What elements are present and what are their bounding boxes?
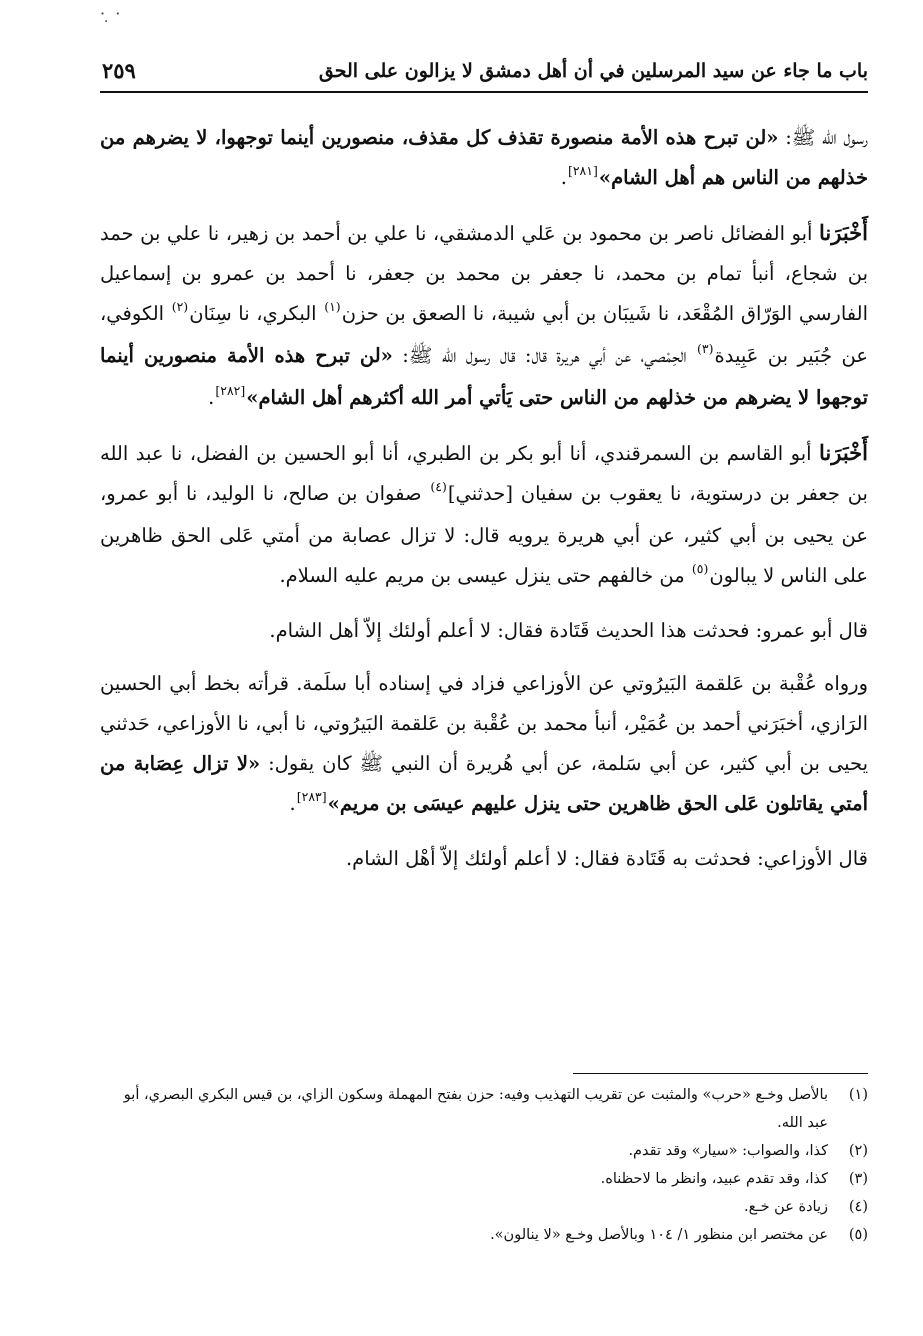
footnote-text: كذا، والصواب: «سيار» وقد تقدم. bbox=[628, 1143, 828, 1159]
footnote-ref: (٥) bbox=[691, 561, 709, 576]
footnote-item bbox=[100, 1081, 868, 1137]
text-segment: ورواه عُقْبة بن عَلقمة البَيرُوتي عن الأوزاعي فزاد في إسناده أبا سلَمة. قرأته بخط أبي الحسين الرَازي، أخبَرَني أحمد بن عُمَيْر، أنبأ محمد بن عُقْبة بن عَلقمة البَيرُوتي، نا أبي، نا الأوزاعي، حَدثني يحيى بن أبي كثير، عن أبي سَلمة، عن أبي هُريرة أن النبي ﷺ كان يقول: bbox=[100, 672, 869, 775]
text-segment: من خالفهم حتى ينزل عيسى بن مريم عليه السلام. bbox=[279, 564, 691, 587]
footnote-number: (٣) bbox=[848, 1171, 868, 1187]
footnote-text: عن مختصر ابن منظور ١/ ١٠٤ وبالأصل وخـع «لا ينالون». bbox=[490, 1227, 828, 1243]
footnote-ref: (٤) bbox=[430, 479, 447, 494]
footnote-ref: (٣) bbox=[697, 341, 714, 356]
footnote-item bbox=[100, 1193, 868, 1221]
paragraph bbox=[100, 664, 868, 826]
paragraph bbox=[100, 118, 868, 200]
footnotes bbox=[100, 1081, 868, 1249]
text-segment: الحِمْصي، عن أبي هريرة قال: قال رسول الله ﷺ: bbox=[392, 344, 696, 367]
running-header bbox=[100, 56, 868, 90]
paragraph bbox=[100, 433, 868, 598]
hadith-quote: «لن تبرح هذه الأمة منصورة تقذف كل مقذف، منصورين أينما توجهوا، لا يضرهم من خذلهم من الناس هم أهل الشام» bbox=[100, 126, 868, 189]
footnote-ref: [٢٨٣] bbox=[296, 789, 327, 804]
paragraph-lead-word: أَخْبَرَنا bbox=[819, 220, 868, 245]
paragraph-lead-word: أَخْبَرَنا bbox=[819, 440, 868, 465]
footnote-ref: (٢) bbox=[171, 299, 189, 314]
page-number: ٢٥٩ bbox=[102, 58, 136, 83]
text-segment: . bbox=[289, 792, 296, 815]
text-segment: أبو القاسم بن السمرقندي، أنا أبو بكر بن الطبري، أنا أبو الحسين بن الفضل، نا عبد الله بن جعفر بن درستوية، نا يعقوب بن سفيان [حدثني] bbox=[100, 442, 868, 505]
chapter-title: باب ما جاء عن سيد المرسلين في أن أهل دمشق لا يزالون على الحق bbox=[318, 60, 868, 82]
footnote-text: بالأصل وخـع «حرب» والمثبت عن تقريب التهذيب وفيه: حزن بفتح المهملة وسكون الزاي، بن قيس البكري البصري، أبو عبد الله. bbox=[123, 1087, 828, 1131]
text-segment: قال الأوزاعي: فحدثت به قَتَادة فقال: لا أعلم أولئك إلاّ أهْل الشام. bbox=[345, 847, 868, 870]
footnote-number: (٥) bbox=[848, 1227, 868, 1243]
footnote-ref: (١) bbox=[324, 299, 341, 314]
main-text bbox=[100, 118, 868, 892]
footnote-ref: [٢٨٢] bbox=[215, 383, 246, 398]
footnote-item bbox=[100, 1165, 868, 1193]
footnote-number: (١) bbox=[848, 1087, 868, 1103]
hadith-quote: «لا تزال عِصَابة من أمتي يقاتلون عَلى الحق ظاهرين حتى ينزل عليهم عيسَى بن مريم» bbox=[100, 752, 868, 815]
paragraph bbox=[100, 213, 868, 420]
footnote-number: (٢) bbox=[848, 1143, 868, 1159]
footnote-rule bbox=[573, 1073, 868, 1074]
footnote-text: كذا، وقد تقدم عبيد، وانظر ما لاحظناه. bbox=[600, 1171, 828, 1187]
footnote-ref: [٢٨١] bbox=[567, 163, 598, 178]
text-segment: صفوان بن صالح، نا الوليد، نا أبو عمرو، عن يحيى بن أبي كثير، عن أبي هريرة يرويه قال: لا تزال عصابة من أمتي عَلى الحق ظاهرين على الناس لا يبالون bbox=[100, 482, 868, 587]
footnote-text: زيادة عن خـع. bbox=[744, 1199, 828, 1215]
scan-specks: · ̣ · bbox=[100, 4, 121, 23]
header-rule bbox=[100, 91, 868, 93]
paragraph bbox=[100, 839, 868, 879]
text-segment: . bbox=[560, 166, 567, 189]
text-segment: قال أبو عمرو: فحدثت هذا الحديث قَتَادة فقال: لا أعلم أولئك إلاّ أهل الشام. bbox=[269, 619, 868, 642]
text-segment: رسول الله ﷺ: bbox=[778, 126, 868, 149]
text-segment: الكوفي، عن جُبَير بن عَبِيدة bbox=[100, 302, 868, 367]
text-segment: أبو الفضائل ناصر بن محمود بن عَلي الدمشقي، نا علي بن أحمد بن زهير، نا علي بن حمد بن شجاع، أنبأ تمام بن محمد، نا جعفر بن محمد بن جعفر، نا أحمد بن عمرو بن إسماعيل الفارسي الوَرّاق المُقْعَد، نا شَيبَان بن أبي شيبة، نا الصعق بن حزن bbox=[100, 222, 868, 325]
footnote-number: (٤) bbox=[848, 1199, 868, 1215]
paragraph bbox=[100, 611, 868, 651]
text-segment: . bbox=[208, 386, 215, 409]
footnote-item bbox=[100, 1137, 868, 1165]
footnote-item bbox=[100, 1221, 868, 1249]
hadith-quote: «لن تبرح هذه الأمة منصورين أينما توجهوا لا يضرهم من خذلهم من الناس حتى يَأتي أمر الله أكثرهم أهل الشام» bbox=[100, 344, 868, 409]
text-segment: البكري، نا سِنَان bbox=[189, 302, 324, 325]
